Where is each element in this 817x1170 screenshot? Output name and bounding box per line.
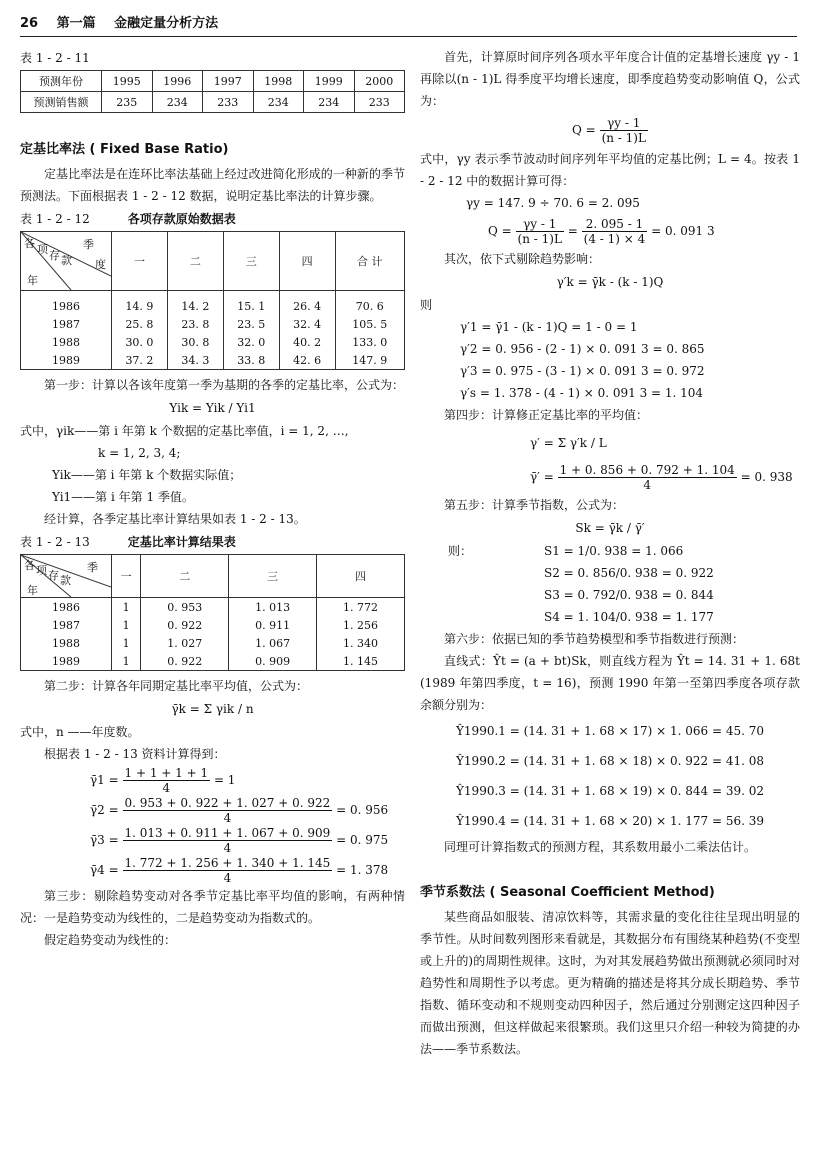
cell: 1986 — [21, 297, 112, 315]
table-row — [21, 315, 405, 333]
where-line: 式中，n ——年度数。 — [20, 725, 140, 739]
cell: 1. 772 — [317, 598, 405, 617]
calc-intro: 根据表 1 - 2 - 13 资料计算得到： — [44, 747, 226, 761]
denominator: 4 — [162, 781, 171, 795]
step3-text: 第三步：剔除趋势变动对各季节定基比率平均值的影响，有两种情况：一是趋势变动为线性的，二是趋势变动为指数式的。 — [20, 889, 405, 925]
result: = 0. 938 — [740, 470, 793, 484]
table3-caption — [20, 532, 405, 552]
denominator: 4 — [223, 811, 232, 825]
cell: 147. 9 — [335, 351, 404, 370]
adjust-formula: γ′k = γ̄k - (k - 1)Q — [556, 275, 664, 289]
page-number: 26 — [20, 16, 39, 31]
cell: 1987 — [21, 616, 112, 634]
diag-label: 存 — [48, 569, 59, 582]
numerator: 0. 953 + 0. 922 + 1. 027 + 0. 922 — [124, 796, 331, 810]
cell: 0. 911 — [229, 616, 317, 634]
fraction — [123, 856, 333, 885]
cell: 233 — [203, 92, 254, 113]
denominator: (n - 1)L — [517, 232, 562, 246]
s-line: S1 = 1/0. 938 = 1. 066 — [544, 544, 684, 558]
linear-text: 直线式：Ŷt = (a + bt)Sk，则直线方程为 Ŷt = 14. 31 + 1. 68t (1989 年第四季度，t = 16)，预测 1990 年第一至第四季度各项存款余额分别为： — [420, 654, 800, 712]
table-header-row — [21, 555, 405, 598]
cell: 233 — [354, 92, 405, 113]
after-table-text: 经计算，各季定基比率计算结果如表 1 - 2 - 13。 — [44, 512, 306, 526]
step6-text: 第六步：依据已知的季节趋势模型和季节指数进行预测： — [444, 632, 745, 646]
formula2: γ̄k = Σ γik / n — [171, 702, 254, 716]
cell: 0. 909 — [229, 652, 317, 671]
forecast-line: Ŷ1990.2 = (14. 31 + 1. 68 × 18) × 0. 922 = 41. 08 — [456, 754, 764, 768]
cell: 0. 953 — [141, 598, 229, 617]
diag-label: 各 — [24, 237, 35, 250]
denominator: (n - 1)L — [601, 131, 646, 145]
then-label: 则 — [420, 298, 433, 312]
q-formula — [420, 112, 800, 148]
diag-label: 年 — [27, 274, 38, 287]
cell: 105. 5 — [335, 315, 404, 333]
step1-text: 第一步：计算以各该年度第一季为基期的各季的定基比率，公式为： — [44, 378, 405, 392]
lhs: Q = — [572, 123, 596, 137]
numerator: 1 + 0. 856 + 0. 792 + 1. 104 — [559, 463, 735, 477]
cell: 1. 027 — [141, 634, 229, 652]
lhs: γ̄2 = — [90, 803, 119, 817]
lhs: Q = — [488, 224, 512, 238]
cell: 34. 3 — [167, 351, 223, 370]
r3-text: 其次，依下式剔除趋势影响： — [444, 252, 601, 266]
adjust-line: γ′1 = γ̄1 - (k - 1)Q = 1 - 0 = 1 — [460, 320, 638, 334]
diagonal-header-cell — [21, 232, 112, 291]
part-label: 第一篇 — [56, 16, 96, 31]
cell: 70. 6 — [335, 297, 404, 315]
diag-label: 项 — [36, 564, 47, 577]
cell: 1995 — [102, 71, 153, 92]
intro-paragraph: 定基比率法是在连环比率法基础上经过改进简化形成的一种新的季节预测法。下面根据表 1 - 2 - 12 数据，说明定基比率法的计算步骤。 — [20, 167, 405, 203]
cell: 14. 9 — [112, 297, 168, 315]
cell: 2000 — [354, 71, 405, 92]
table-row — [21, 351, 405, 370]
adjust-line: γ′s = 1. 378 - (4 - 1) × 0. 091 3 = 1. 104 — [460, 386, 704, 400]
col-header: 三 — [223, 232, 279, 291]
cell: 1999 — [304, 71, 355, 92]
r1-text: 首先，计算原时间序列各项水平年度合计值的定基增长速度 γy - 1 再除以(n - 1)L 得季度平均增长速度，即季度趋势变动影响值 Q，公式为： — [420, 50, 800, 108]
cell: 234 — [152, 92, 203, 113]
cell: 1989 — [21, 652, 112, 671]
fraction — [123, 826, 333, 855]
table1 — [20, 70, 405, 113]
step5-text: 第五步：计算季节指数，公式为： — [444, 498, 625, 512]
section2-paragraph: 某些商品如服装、清凉饮料等，其需求量的变化往往呈现出明显的季节性。从时间数列图形来看就是，其数据分布有围绕某种趋势(不变型或上升的)的周期性规律。这时，为对其发展趋势做出预测就必须同时对趋势性和周期性予以考虑。更为精确的描述是将其分成长期趋势、季节指数、循环变动和不规则变动四种因子，然后通过分别测定这四种因子而做出预测，但这样做起来很繁琐。我们这里只介绍一种较为简捷的办法——季节系数法。 — [420, 910, 800, 1056]
gamma-calc-line — [90, 825, 405, 855]
index-note: 同理可计算指数式的预测方程，其系数用最小二乘法估计。 — [444, 840, 757, 854]
cell: 1996 — [152, 71, 203, 92]
col-header: 一 — [112, 232, 168, 291]
fraction — [600, 116, 648, 145]
cell: 32. 0 — [223, 333, 279, 351]
s-line: S3 = 0. 792/0. 938 = 0. 844 — [544, 588, 714, 602]
cell: 1. 256 — [317, 616, 405, 634]
diag-label: 年 — [27, 584, 38, 597]
cell: 23. 5 — [223, 315, 279, 333]
forecast-line: Ŷ1990.4 = (14. 31 + 1. 68 × 20) × 1. 177 = 56. 39 — [456, 814, 764, 828]
cell: 1. 067 — [229, 634, 317, 652]
col-header: 二 — [167, 232, 223, 291]
where-line: 式中，γik——第 i 年第 k 个数据的定基比率值，i = 1, 2, …, — [20, 424, 349, 438]
cell: 234 — [304, 92, 355, 113]
section-title: 季节系数法 ( Seasonal Coefficient Method) — [420, 885, 715, 900]
cell: 23. 8 — [167, 315, 223, 333]
numerator: γy - 1 — [516, 217, 564, 232]
lhs: γ̄′ = — [530, 470, 554, 484]
denominator: 4 — [643, 478, 652, 492]
table3 — [20, 554, 405, 671]
cell: 1 — [112, 616, 141, 634]
gamma-calc-line — [90, 855, 405, 885]
where-line: Yik——第 i 年第 k 个数据实际值； — [52, 468, 242, 482]
col-header: 二 — [141, 555, 229, 598]
mean-formula: γ′ = Σ γ′k / L — [530, 436, 607, 450]
cell: 33. 8 — [223, 351, 279, 370]
col-header: 三 — [229, 555, 317, 598]
cell: 14. 2 — [167, 297, 223, 315]
table-row — [21, 598, 405, 617]
cell: 0. 922 — [141, 616, 229, 634]
right-column — [420, 46, 800, 1060]
cell: 1989 — [21, 351, 112, 370]
gamma-calcs — [20, 765, 405, 885]
table-header-row — [21, 232, 405, 291]
diag-label: 季 — [83, 238, 94, 251]
fraction — [123, 796, 333, 825]
table3-label: 表 1 - 2 - 13 — [20, 535, 90, 549]
result: = 0. 975 — [336, 833, 389, 847]
col-header: 四 — [279, 232, 335, 291]
table-row — [21, 71, 405, 92]
cell: 42. 6 — [279, 351, 335, 370]
s-formula: Sk = γ̄k / γ̄′ — [575, 521, 645, 535]
cell: 1987 — [21, 315, 112, 333]
s-lines — [420, 540, 800, 628]
cell: 234 — [253, 92, 304, 113]
numerator: 2. 095 - 1 — [582, 217, 648, 232]
equals: = — [567, 224, 578, 238]
cell: 26. 4 — [279, 297, 335, 315]
cell: 235 — [102, 92, 153, 113]
lhs: γ̄3 = — [90, 833, 119, 847]
diag-label: 款 — [60, 574, 71, 587]
numerator: γy - 1 — [600, 116, 648, 131]
diag-label: 季 — [87, 561, 98, 574]
cell: 1 — [112, 634, 141, 652]
fraction — [516, 217, 564, 246]
page-header — [20, 12, 797, 37]
table2-title: 各项存款原始数据表 — [127, 212, 236, 226]
cell: 1 — [112, 598, 141, 617]
table-row — [21, 652, 405, 671]
diag-label: 项 — [37, 243, 48, 256]
numerator: 1 + 1 + 1 + 1 — [124, 766, 209, 780]
q-calc — [420, 214, 800, 248]
diag-label: 存 — [49, 249, 60, 262]
diag-label: 度 — [95, 258, 106, 271]
numerator: 1. 013 + 0. 911 + 1. 067 + 0. 909 — [124, 826, 331, 840]
row-label: 预测销售额 — [21, 92, 102, 113]
adjust-line: γ′3 = 0. 975 - (3 - 1) × 0. 091 3 = 0. 972 — [460, 364, 705, 378]
result: = 0. 091 3 — [651, 224, 715, 238]
table-row — [21, 616, 405, 634]
cell: 30. 8 — [167, 333, 223, 351]
col-header: 四 — [317, 555, 405, 598]
left-column — [20, 46, 405, 951]
forecast-line: Ŷ1990.1 = (14. 31 + 1. 68 × 17) × 1. 066 = 45. 70 — [456, 724, 764, 738]
cell: 1988 — [21, 634, 112, 652]
table2-caption — [20, 209, 405, 229]
then-label: 则： — [448, 544, 473, 558]
chapter-title: 金融定量分析方法 — [114, 16, 219, 31]
forecast-line: Ŷ1990.3 = (14. 31 + 1. 68 × 19) × 0. 844 = 39. 02 — [456, 784, 764, 798]
cell: 32. 4 — [279, 315, 335, 333]
cell: 133. 0 — [335, 333, 404, 351]
lhs: γ̄1 = — [90, 773, 119, 787]
where-line: k = 1, 2, 3, 4; — [98, 446, 181, 460]
section-title: 定基比率法 ( Fixed Base Ratio) — [20, 142, 229, 157]
col-header: 合 计 — [335, 232, 404, 291]
denominator: 4 — [223, 841, 232, 855]
result: = 1. 378 — [336, 863, 389, 877]
result: = 1 — [213, 773, 236, 787]
diagonal-header-cell — [21, 555, 112, 598]
cell: 15. 1 — [223, 297, 279, 315]
table3-title: 定基比率计算结果表 — [127, 535, 236, 549]
s-line: S2 = 0. 856/0. 938 = 0. 922 — [544, 566, 714, 580]
cell: 1988 — [21, 333, 112, 351]
table2-label: 表 1 - 2 - 12 — [20, 212, 90, 226]
cell: 0. 922 — [141, 652, 229, 671]
table-row — [21, 297, 405, 315]
numerator: 1. 772 + 1. 256 + 1. 340 + 1. 145 — [124, 856, 331, 870]
cell: 37. 2 — [112, 351, 168, 370]
cell: 40. 2 — [279, 333, 335, 351]
cell: 1. 013 — [229, 598, 317, 617]
assume-text: 假定趋势变动为线性的： — [44, 933, 177, 947]
fraction — [582, 217, 648, 246]
table-row — [21, 634, 405, 652]
table-row — [21, 333, 405, 351]
cell: 1 — [112, 652, 141, 671]
where-line: Yi1——第 i 年第 1 季值。 — [52, 490, 194, 504]
cell: 1986 — [21, 598, 112, 617]
gamma-calc-line — [90, 795, 405, 825]
col-header: 一 — [112, 555, 141, 598]
diag-label: 款 — [61, 254, 72, 267]
row-label: 预测年份 — [21, 71, 102, 92]
step4-text: 第四步：计算修正定基比率的平均值： — [444, 408, 649, 422]
r2-text: 式中，γy 表示季节波动时间序列年平均值的定基比例；L = 4。按表 1 - 2 - 12 中的数据计算可得： — [420, 152, 800, 188]
diag-label: 各 — [24, 559, 35, 572]
mean-calc — [420, 460, 800, 494]
lhs: γ̄4 = — [90, 863, 119, 877]
cell: 1997 — [203, 71, 254, 92]
cell: 1. 340 — [317, 634, 405, 652]
cell: 25. 8 — [112, 315, 168, 333]
fraction — [123, 766, 211, 795]
table-row — [21, 92, 405, 113]
cell: 30. 0 — [112, 333, 168, 351]
table2 — [20, 231, 405, 370]
cell: 1998 — [253, 71, 304, 92]
adjust-line: γ′2 = 0. 956 - (2 - 1) × 0. 091 3 = 0. 865 — [460, 342, 705, 356]
cell: 1. 145 — [317, 652, 405, 671]
denominator: 4 — [223, 871, 232, 885]
gamma-y-line: γy = 147. 9 ÷ 70. 6 = 2. 095 — [466, 196, 640, 210]
s-list — [544, 540, 714, 628]
gamma-calc-line — [90, 765, 405, 795]
result: = 0. 956 — [336, 803, 389, 817]
fraction — [558, 463, 737, 492]
denominator: (4 - 1) × 4 — [583, 232, 646, 246]
step2-text: 第二步：计算各年同期定基比率平均值，公式为： — [44, 679, 309, 693]
table1-label: 表 1 - 2 - 11 — [20, 51, 90, 65]
s-line: S4 = 1. 104/0. 938 = 1. 177 — [544, 610, 714, 624]
formula1: Yik = Yik / Yi1 — [169, 401, 256, 415]
